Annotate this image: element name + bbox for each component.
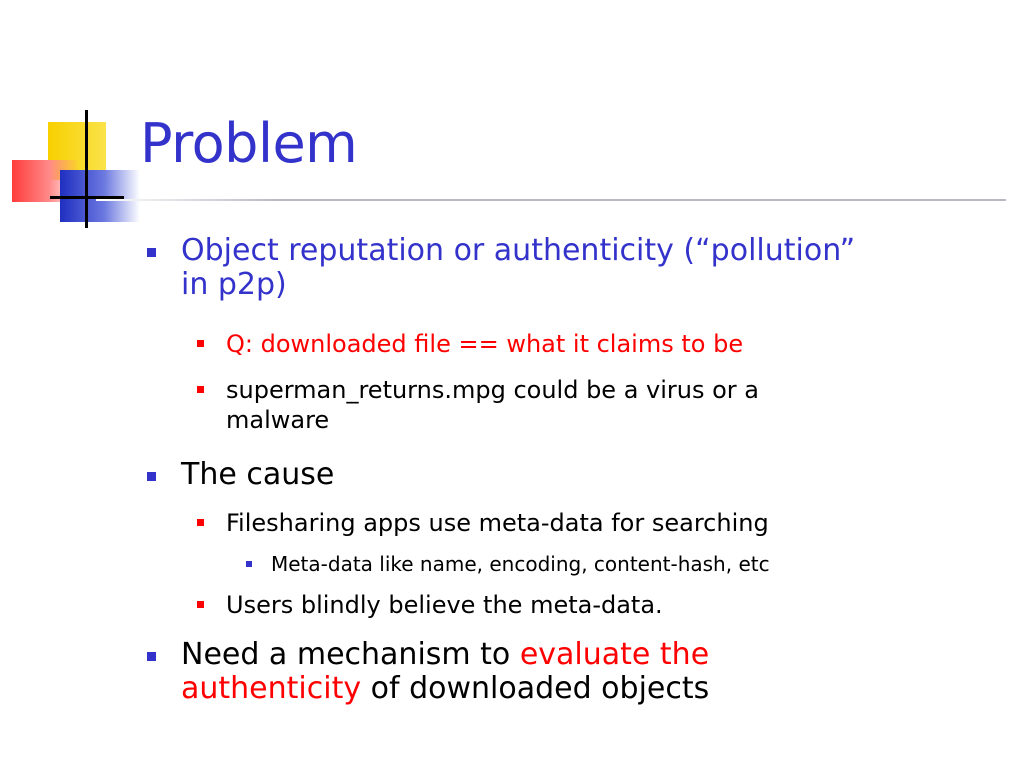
bullet-text: Object reputation or authenticity (“pollution” <box>181 233 856 268</box>
bullet-text <box>181 672 709 706</box>
title-divider <box>96 199 1006 201</box>
slide-logo-icon <box>0 0 160 240</box>
square-bullet-icon <box>197 386 204 393</box>
square-bullet-icon <box>197 340 204 347</box>
bullet-item <box>147 234 1007 302</box>
sub-sub-bullet-item <box>246 552 986 576</box>
square-bullet-icon <box>197 601 204 608</box>
sub-bullet-item <box>197 590 997 620</box>
sub-bullet-item <box>197 329 997 359</box>
sub-bullet-text: Users blindly believe the meta-data. <box>226 591 663 619</box>
bullet-text-highlight: authenticity <box>181 671 362 706</box>
bullet-text-part: of downloaded objects <box>361 671 710 706</box>
bullet-text: The cause <box>181 457 335 492</box>
bullet-item <box>147 458 1007 492</box>
bullet-item <box>147 638 1007 706</box>
bullet-text <box>181 638 709 672</box>
square-bullet-icon <box>147 248 156 257</box>
bullet-text-highlight: evaluate the <box>519 637 710 672</box>
sub-bullet-text: malware <box>226 406 330 434</box>
slide-title: Problem <box>140 112 358 175</box>
square-bullet-icon <box>147 472 156 481</box>
sub-bullet-text: Q: downloaded file == what it claims to be <box>226 330 744 358</box>
bullet-text: in p2p) <box>181 267 287 302</box>
sub-sub-bullet-text: Meta-data like name, encoding, content-hash, etc <box>271 552 770 576</box>
sub-bullet-text: superman_returns.mpg could be a virus or a <box>226 376 760 404</box>
logo-vertical-line <box>85 110 88 228</box>
sub-bullet-item <box>197 375 997 435</box>
square-bullet-icon <box>246 561 252 567</box>
sub-bullet-item <box>197 508 997 538</box>
sub-bullet-text: Filesharing apps use meta-data for searching <box>226 509 769 537</box>
square-bullet-icon <box>147 652 156 661</box>
square-bullet-icon <box>197 519 204 526</box>
bullet-text-part: Need a mechanism to <box>181 637 520 672</box>
